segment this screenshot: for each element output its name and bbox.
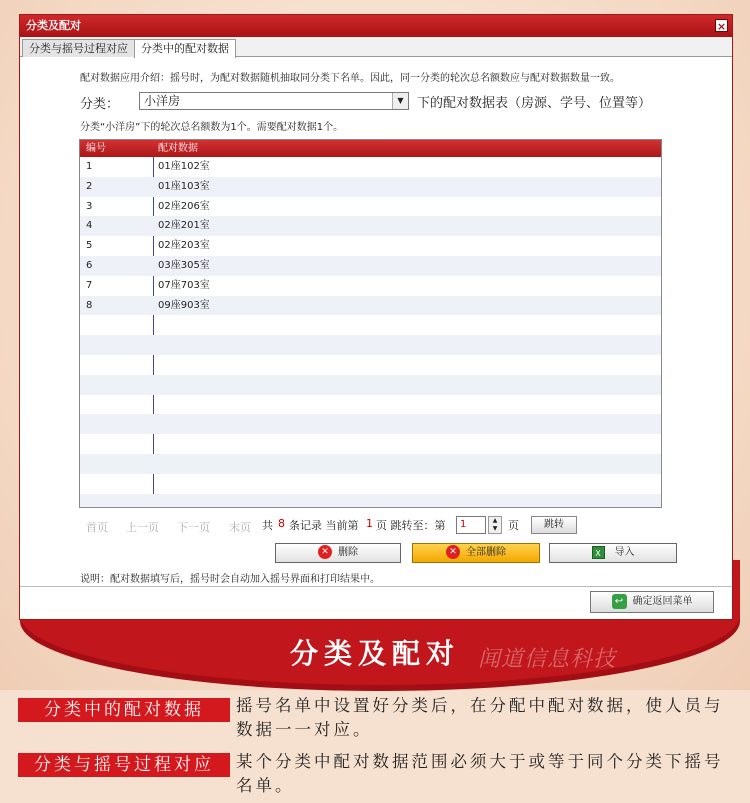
tab-panel [20, 58, 732, 619]
return-icon: ↩ [612, 594, 627, 609]
pairing-data-grid [79, 139, 662, 508]
cell-data: 03座305室 [158, 259, 210, 271]
page-stepper[interactable]: ▲ ▼ [488, 516, 502, 534]
grid-rows [80, 157, 661, 508]
first-page-link[interactable]: 首页 [86, 521, 108, 534]
table-row[interactable] [80, 197, 661, 217]
table-row[interactable] [80, 216, 661, 236]
cell-data: 09座903室 [158, 299, 210, 311]
table-row[interactable] [80, 256, 661, 276]
empty-row [80, 454, 661, 474]
pager [86, 516, 646, 536]
empty-row [80, 414, 661, 434]
total-prefix: 共 [262, 519, 273, 532]
cell-id: 5 [86, 240, 93, 252]
category-select[interactable] [139, 92, 409, 110]
last-page-link[interactable]: 末页 [229, 521, 251, 534]
tab-category-pairing-data[interactable]: 分类中的配对数据 [134, 39, 236, 58]
chevron-down-icon[interactable]: ▼ [392, 93, 408, 109]
prev-page-link[interactable]: 上一页 [126, 521, 159, 534]
import-label: 导入 [614, 547, 635, 558]
header-pairing-data[interactable]: 配对数据 [158, 143, 198, 154]
next-page-link[interactable]: 下一页 [177, 521, 210, 534]
empty-row [80, 375, 661, 395]
note-text: 说明：配对数据填写后，摇号时会自动加入摇号界面和打印结果中。 [80, 574, 380, 585]
cell-data: 02座203室 [158, 240, 210, 252]
tab-category-draw-mapping[interactable]: 分类与摇号过程对应 [22, 39, 135, 57]
cell-data: 02座206室 [158, 200, 210, 212]
cell-id: 1 [86, 161, 93, 172]
divider [20, 586, 732, 587]
delete-label: 删除 [338, 547, 358, 558]
dialog-window [19, 14, 733, 620]
banner-title: 分类及配对 [289, 637, 460, 670]
dialog-title: 分类及配对 [26, 19, 81, 32]
delete-all-button[interactable] [412, 543, 540, 563]
table-row[interactable] [80, 157, 661, 177]
tab-bar [20, 37, 732, 57]
delete-all-label: 全部删除 [466, 547, 506, 558]
table-row[interactable] [80, 236, 661, 256]
caption-tag-mapping: 分类与摇号过程对应 [18, 753, 230, 777]
close-icon[interactable]: × [716, 20, 727, 33]
total-count: 8 [278, 517, 285, 530]
import-button[interactable] [549, 543, 677, 563]
excel-icon: X [592, 546, 605, 559]
delete-all-icon: ✕ [446, 545, 460, 559]
empty-row [80, 335, 661, 355]
empty-row [80, 474, 661, 494]
cell-id: 4 [86, 220, 93, 232]
category-suffix: 下的配对数据表（房源、学号、位置等） [417, 96, 652, 111]
grid-header [80, 140, 661, 157]
empty-row [80, 315, 661, 335]
cell-data: 01座102室 [158, 161, 210, 172]
delete-icon: ✕ [318, 545, 332, 559]
page-unit: 页 [508, 519, 519, 532]
dialog-titlebar [20, 15, 732, 37]
intro-text: 配对数据应用介绍：摇号时，为配对数据随机抽取同分类下名单。因此，同一分类的轮次总名额数应与配对数据数量一致。 [80, 73, 620, 84]
empty-row [80, 434, 661, 454]
cell-id: 7 [86, 279, 93, 291]
caption-tag-pairing: 分类中的配对数据 [18, 698, 230, 722]
back-label: 确定返回菜单 [632, 596, 693, 607]
cell-id: 2 [86, 180, 93, 192]
category-note: 分类“小洋房”下的轮次总名额数为1个。需要配对数据1个。 [80, 122, 344, 133]
category-select-value: 小洋房 [144, 94, 181, 108]
table-row[interactable] [80, 177, 661, 197]
table-row[interactable] [80, 296, 661, 316]
watermark: 闻道信息科技 [478, 647, 617, 672]
cell-id: 8 [86, 299, 93, 311]
empty-row [80, 395, 661, 415]
total-suffix: 条记录 当前第 [289, 519, 359, 532]
current-suffix: 页 跳转至：第 [376, 519, 446, 532]
cell-id: 6 [86, 259, 93, 271]
delete-button[interactable] [275, 543, 401, 563]
goto-page-input[interactable]: 1 [456, 516, 486, 534]
category-label: 分类： [80, 97, 120, 112]
empty-row [80, 494, 661, 508]
cell-data: 01座103室 [158, 180, 210, 192]
cell-id: 3 [86, 200, 93, 212]
caption-text-pairing: 摇号名单中设置好分类后，在分配中配对数据，使人员与数据一一对应。 [236, 696, 724, 739]
cell-data: 02座201室 [158, 220, 210, 232]
cell-data: 07座703室 [158, 279, 210, 291]
go-button[interactable]: 跳转 [531, 516, 577, 534]
empty-row [80, 355, 661, 375]
back-to-menu-button[interactable] [590, 591, 714, 613]
current-page: 1 [366, 517, 373, 530]
header-id[interactable]: 编号 [86, 143, 106, 154]
table-row[interactable] [80, 276, 661, 296]
caption-text-mapping: 某个分类中配对数据范围必须大于或等于同个分类下摇号名单。 [236, 752, 724, 795]
